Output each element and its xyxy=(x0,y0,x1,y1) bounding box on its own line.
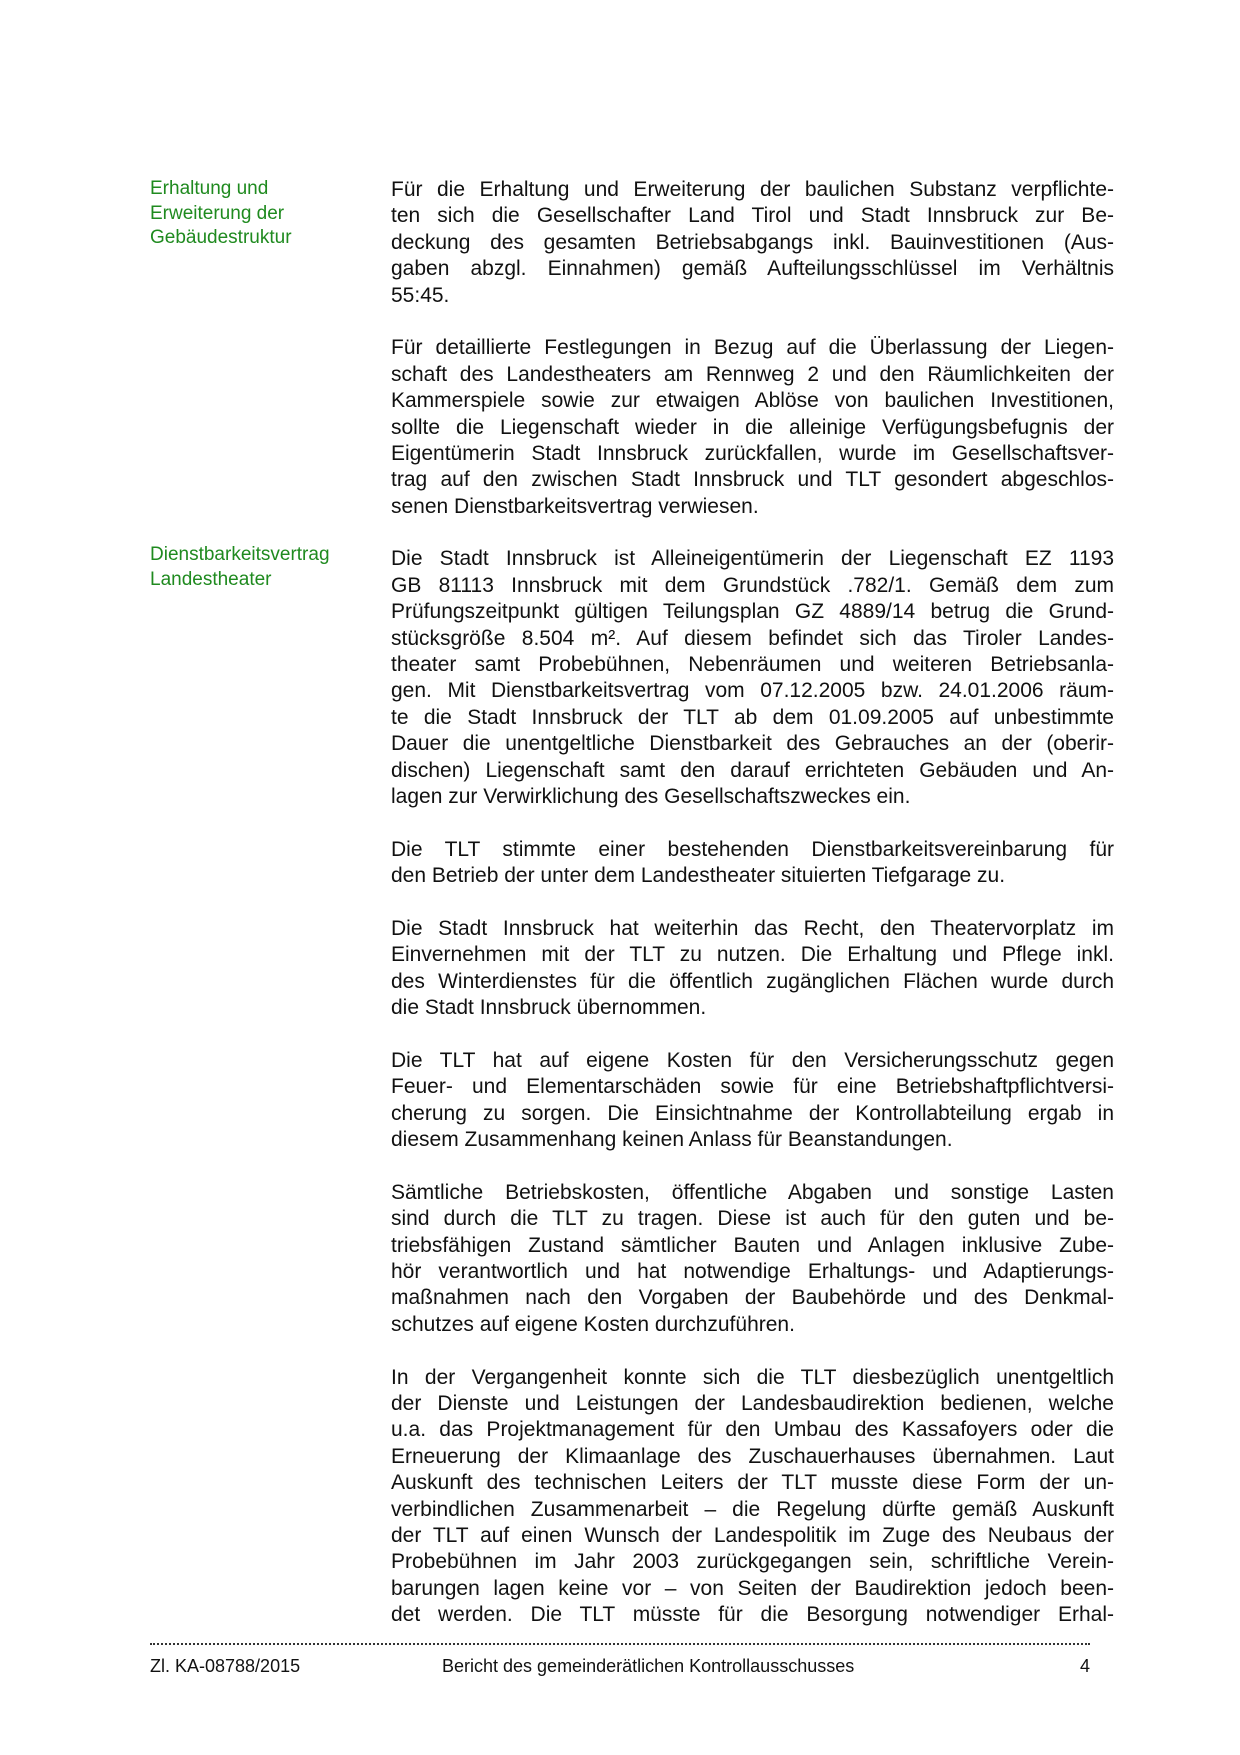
paragraph xyxy=(391,546,1114,810)
footer-page-number: 4 xyxy=(1079,1656,1090,1676)
text-line: Einvernehmen mit der TLT zu nutzen. Die Erhaltung und Pflege inkl. xyxy=(391,943,1114,967)
text-line: 55:45. xyxy=(391,283,450,307)
text-line: dischen) Liegenschaft samt den darauf errichteten Gebäuden und An- xyxy=(391,758,1114,782)
text-line: Auskunft des technischen Leiters der TLT musste diese Form der un- xyxy=(391,1471,1114,1495)
text-line: Sämtliche Betriebskosten, öffentliche Abgaben und sonstige Lasten xyxy=(391,1180,1114,1204)
text-line: stücksgröße 8.504 m². Auf diesem befindet sich das Tiroler Landes- xyxy=(391,626,1114,650)
text-line: triebsfähigen Zustand sämtlicher Bauten und Anlagen inklusive Zube- xyxy=(391,1233,1114,1257)
text-line: hör verantwortlich und hat notwendige Erhaltungs- und Adaptierungs- xyxy=(391,1260,1114,1284)
text-line: Probebühnen im Jahr 2003 zurückgegangen sein, schriftliche Verein- xyxy=(391,1550,1114,1574)
text-line: gaben abzgl. Einnahmen) gemäß Aufteilungsschlüssel im Verhältnis xyxy=(391,257,1114,281)
text-line: Eigentümerin Stadt Innsbruck zurückfallen, wurde im Gesellschaftsver- xyxy=(391,441,1114,465)
paragraph xyxy=(391,837,1114,890)
text-line: Die TLT hat auf eigene Kosten für den Versicherungsschutz gegen xyxy=(391,1048,1114,1072)
label-line: Dienstbarkeitsvertrag xyxy=(150,544,330,565)
margin-label-erhaltung xyxy=(150,177,292,251)
text-line: der TLT auf einen Wunsch der Landespolitik im Zuge des Neubaus der xyxy=(391,1523,1114,1547)
label-line: Gebäudestruktur xyxy=(150,227,292,248)
text-line: Dauer die unentgeltliche Dienstbarkeit des Gebrauches an der (oberir- xyxy=(391,732,1114,756)
footer-reference: Zl. KA-08788/2015 xyxy=(150,1656,301,1676)
text-line: lagen zur Verwirklichung des Gesellschaftszweckes ein. xyxy=(391,784,911,808)
text-line: den Betrieb der unter dem Landestheater situierten Tiefgarage zu. xyxy=(391,864,1006,888)
text-line: sind durch die TLT zu tragen. Diese ist auch für den guten und be- xyxy=(391,1207,1114,1231)
paragraph xyxy=(391,1365,1114,1629)
text-line: senen Dienstbarkeitsvertrag verwiesen. xyxy=(391,494,759,518)
text-line: des Winterdienstes für die öffentlich zugänglichen Flächen wurde durch xyxy=(391,969,1114,993)
text-line: Kammerspiele sowie zur etwaigen Ablöse von baulichen Investitionen, xyxy=(391,389,1114,413)
text-line: diesem Zusammenhang keinen Anlass für Beanstandungen. xyxy=(391,1128,953,1152)
text-line: schutzes auf eigene Kosten durchzuführen. xyxy=(391,1312,795,1336)
text-line: Prüfungszeitpunkt gültigen Teilungsplan GZ 4889/14 betrug die Grund- xyxy=(391,600,1114,624)
text-line: schaft des Landestheaters am Rennweg 2 und den Räumlichkeiten der xyxy=(391,362,1114,386)
text-line: Die TLT stimmte einer bestehenden Dienstbarkeitsvereinbarung für xyxy=(391,837,1114,861)
text-line: cherung zu sorgen. Die Einsichtnahme der Kontrollabteilung ergab in xyxy=(391,1101,1114,1125)
text-line: te die Stadt Innsbruck der TLT ab dem 01.09.2005 auf unbestimmte xyxy=(391,705,1114,729)
text-line: Die Stadt Innsbruck ist Alleineigentümerin der Liegenschaft EZ 1193 xyxy=(391,547,1114,571)
text-line: sollte die Liegenschaft wieder in die alleinige Verfügungsbefugnis der xyxy=(391,415,1114,439)
paragraph xyxy=(391,177,1114,309)
text-line: In der Vergangenheit konnte sich die TLT diesbezüglich unentgeltlich xyxy=(391,1365,1114,1389)
text-line: gen. Mit Dienstbarkeitsvertrag vom 07.12.2005 bzw. 24.01.2006 räum- xyxy=(391,679,1114,703)
footer-title: Bericht des gemeinderätlichen Kontrollausschusses xyxy=(442,1656,855,1676)
label-line: Landestheater xyxy=(150,568,272,590)
text-line: trag auf den zwischen Stadt Innsbruck und TLT gesondert abgeschlos- xyxy=(391,468,1114,492)
text-line: deckung des gesamten Betriebsabgangs inkl. Bauinvestitionen (Aus- xyxy=(391,230,1114,254)
text-line: Für detaillierte Festlegungen in Bezug auf die Überlassung der Liegen- xyxy=(391,336,1114,360)
text-line: die Stadt Innsbruck übernommen. xyxy=(391,996,707,1020)
text-line: u.a. das Projektmanagement für den Umbau des Kassafoyers oder die xyxy=(391,1418,1114,1442)
document-body xyxy=(391,177,1114,1655)
margin-label-dienstbarkeitsvertrag xyxy=(150,543,330,592)
paragraph xyxy=(391,335,1114,520)
text-line: Erneuerung der Klimaanlage des Zuschauerhauses übernahmen. Laut xyxy=(391,1444,1114,1468)
text-line: Feuer- und Elementarschäden sowie für eine Betriebshaftpflichtversi- xyxy=(391,1075,1114,1099)
paragraph xyxy=(391,1180,1114,1338)
footer-divider xyxy=(150,1643,1090,1645)
text-line: GB 81113 Innsbruck mit dem Grundstück .782/1. Gemäß dem zum xyxy=(391,573,1114,597)
text-line: maßnahmen nach den Vorgaben der Baubehörde und des Denkmal- xyxy=(391,1286,1114,1310)
text-line: ten sich die Gesellschafter Land Tirol und Stadt Innsbruck zur Be- xyxy=(391,204,1114,228)
text-line: Die Stadt Innsbruck hat weiterhin das Recht, den Theatervorplatz im xyxy=(391,916,1114,940)
text-line: theater samt Probebühnen, Nebenräumen und weiteren Betriebsanla- xyxy=(391,653,1114,677)
paragraph xyxy=(391,916,1114,1022)
label-line: Erweiterung der xyxy=(150,202,285,224)
text-line: der Dienste und Leistungen der Landesbaudirektion bedienen, welche xyxy=(391,1391,1114,1415)
text-line: barungen lagen keine vor – von Seiten der Baudirektion jedoch been- xyxy=(391,1576,1114,1600)
text-line: Für die Erhaltung und Erweiterung der baulichen Substanz verpflichte- xyxy=(391,178,1114,201)
paragraph xyxy=(391,1048,1114,1154)
text-line: verbindlichen Zusammenarbeit – die Regelung dürfte gemäß Auskunft xyxy=(391,1497,1114,1521)
label-line: Erhaltung und xyxy=(150,178,269,199)
text-line: det werden. Die TLT müsste für die Besorgung notwendiger Erhal- xyxy=(391,1603,1114,1627)
